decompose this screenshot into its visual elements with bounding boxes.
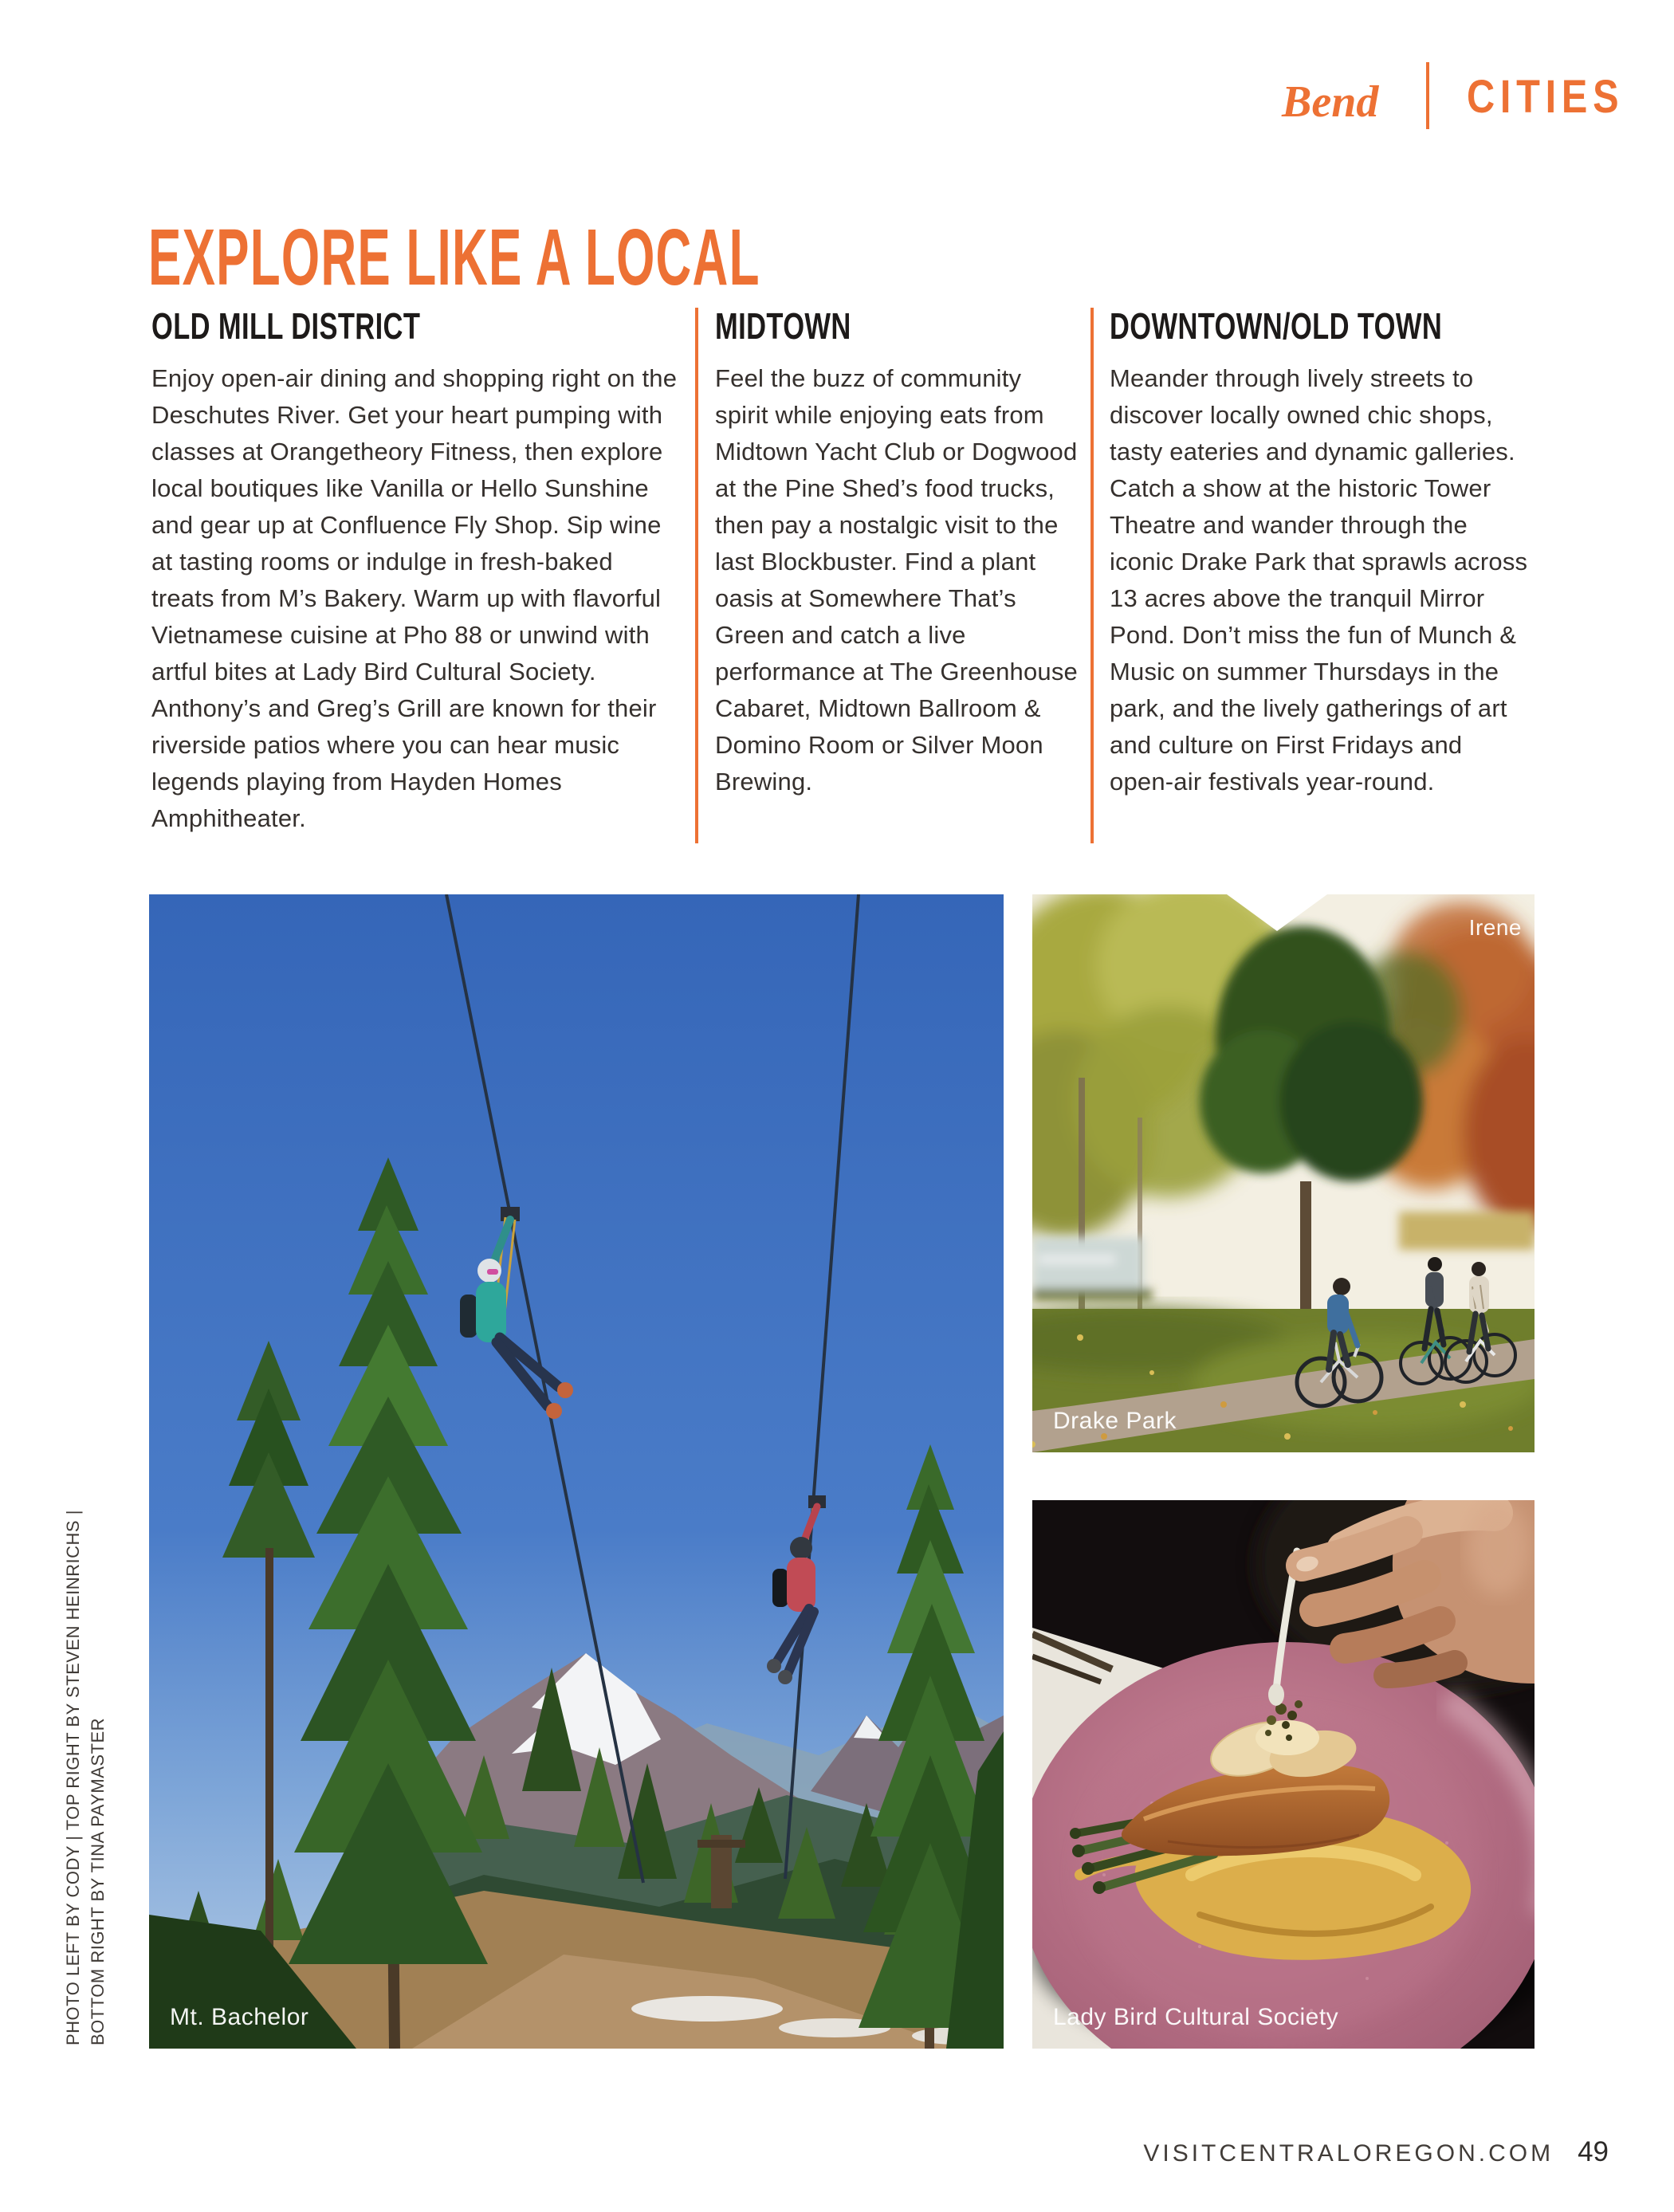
column-heading-text: DOWNTOWN/OLD TOWN: [1110, 305, 1443, 347]
zipline-photo-illustration: [149, 894, 1004, 2049]
photo-caption-drake-park: Drake Park: [1053, 1408, 1177, 1434]
photo-credit-line: PHOTO LEFT BY CODY | TOP RIGHT BY STEVEN HEINRICHS |: [63, 1510, 83, 2045]
column-divider: [695, 308, 698, 843]
column-midtown: [715, 304, 1080, 800]
photo-caption-lady-bird: Lady Bird Cultural Society: [1053, 2004, 1339, 2030]
column-old-mill-district: [151, 304, 678, 837]
column-downtown-old-town: [1110, 304, 1531, 800]
section-label: [1467, 70, 1654, 124]
column-heading-text: OLD MILL DISTRICT: [151, 305, 421, 347]
column-heading: [715, 304, 1080, 348]
food-photo: [1032, 1500, 1534, 2049]
photo-caption-mt-bachelor: Mt. Bachelor: [170, 2004, 309, 2030]
column-heading-text: MIDTOWN: [715, 305, 851, 347]
drake-park-photo-illustration: [1032, 894, 1534, 1452]
zipline-photo: [149, 894, 1004, 2049]
footer-website: VISITCENTRALOREGON.COM: [1143, 2140, 1554, 2167]
food-photo-illustration: [1032, 1500, 1534, 2049]
column-divider: [1090, 308, 1094, 843]
drake-park-photo: [1032, 894, 1534, 1452]
column-heading: [1110, 304, 1531, 348]
column-heading: [151, 304, 678, 348]
photo-corner-label: Irene: [1468, 915, 1522, 940]
page-footer: [1143, 2136, 1609, 2168]
photo-credit-line: BOTTOM RIGHT BY TINA PAYMASTER: [88, 1717, 108, 2045]
column-body: Enjoy open-air dining and shopping right on the Deschutes River. Get your heart pumping with classes at Orangetheory Fitness, then explore local boutiques like Vanilla or Hello Sunshine and gear up at Confluence Fly Shop. Sip wine at tasting rooms or indulge in fresh-baked treats from M’s Bakery. Warm up with flavorful Vietnamese cuisine at Pho 88 or unwind with artful bites at Lady Bird Cultural Society. Anthony’s and Greg’s Grill are known for their riverside patios where you can hear music legends playing from Hayden Homes Amphitheater.: [151, 364, 678, 832]
column-body: Meander through lively streets to discover locally owned chic shops, tasty eateries and dynamic galleries. Catch a show at the historic Tower Theatre and wander through the iconic Drake Park that sprawls across 13 acres above the tranquil Mirror Pond. Don’t miss the fun of Munch & Music on summer Thursdays in the park, and the lively gatherings of art and culture on First Fridays and open-air festivals year-round.: [1110, 364, 1528, 796]
header-divider: [1426, 62, 1429, 129]
page-number: 49: [1578, 2136, 1609, 2167]
page-title: [148, 212, 1135, 304]
magazine-title: Bend: [1282, 77, 1379, 127]
column-body: Feel the buzz of community spirit while enjoying eats from Midtown Yacht Club or Dogwood at the Pine Shed’s food trucks, then pay a nostalgic visit to the last Blockbuster. Find a plant oasis at Somewhere That’s Green and catch a live performance at The Greenhouse Cabaret, Midtown Ballroom & Domino Room or Silver Moon Brewing.: [715, 364, 1078, 796]
section-label-text: CITIES: [1467, 71, 1625, 123]
page-title-text: EXPLORE LIKE A LOCAL: [148, 213, 760, 302]
photo-credits: [61, 1510, 110, 2045]
